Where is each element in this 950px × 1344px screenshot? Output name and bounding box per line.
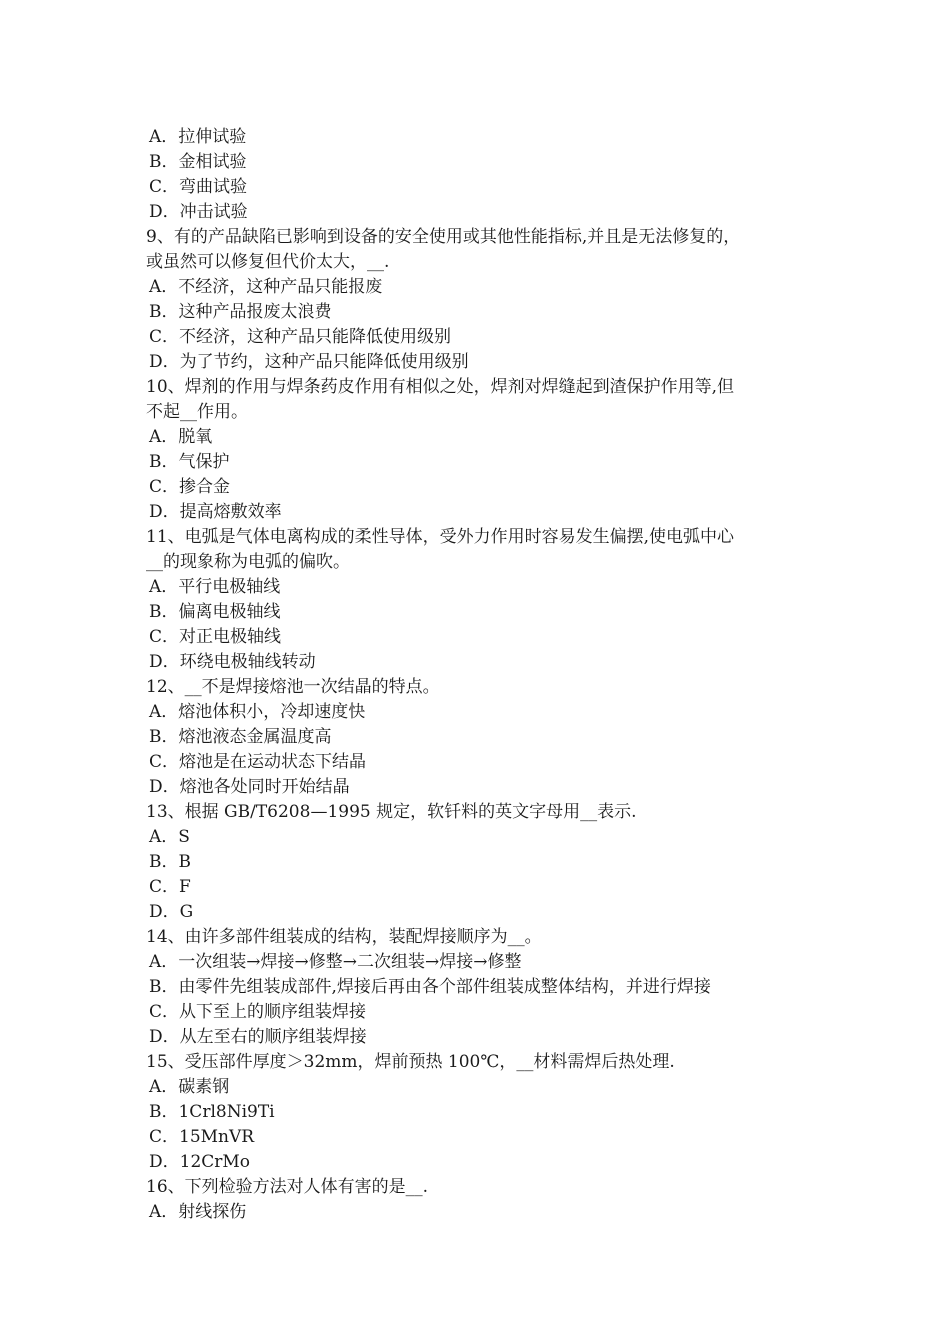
answer-option: A．一次组装→焊接→修整→二次组装→焊接→修整 (149, 952, 522, 972)
exam-question-list (146, 125, 826, 1225)
answer-option: B．由零件先组装成部件,焊接后再由各个部件组装成整体结构，并进行焊接 (149, 977, 711, 997)
answer-option: B．这种产品报废太浪费 (149, 302, 332, 322)
answer-option: C．不经济，这种产品只能降低使用级别 (149, 327, 452, 347)
answer-option: B．金相试验 (149, 152, 247, 172)
answer-option: A．射线探伤 (149, 1202, 247, 1222)
answer-option: B．气保护 (149, 452, 230, 472)
answer-option: A．碳素钢 (149, 1077, 230, 1097)
question-text: 11、电弧是气体电离构成的柔性导体，受外力作用时容易发生偏摆,使电弧中心 (146, 527, 735, 547)
question-text: 12、__不是焊接熔池一次结晶的特点。 (146, 677, 440, 697)
question-text: 16、下列检验方法对人体有害的是__. (146, 1177, 429, 1197)
question-text: 不起__作用。 (146, 402, 248, 422)
answer-option: D．12CrMo (149, 1152, 251, 1172)
question-text: 9、有的产品缺陷已影响到设备的安全使用或其他性能指标,并且是无法修复的， (146, 227, 741, 247)
question-text: 14、由许多部件组装成的结构，装配焊接顺序为__。 (146, 927, 542, 947)
answer-option: C．掺合金 (149, 477, 231, 497)
answer-option: B．1Crl8Ni9Ti (149, 1102, 275, 1122)
question-text: __的现象称为电弧的偏吹。 (146, 552, 350, 572)
answer-option: C．从下至上的顺序组装焊接 (149, 1002, 367, 1022)
answer-option: D．从左至右的顺序组装焊接 (149, 1027, 367, 1047)
answer-option: A．脱氧 (149, 427, 213, 447)
answer-option: A．拉伸试验 (149, 127, 247, 147)
answer-option: B．熔池液态金属温度高 (149, 727, 332, 747)
question-text: 10、焊剂的作用与焊条药皮作用有相似之处，焊剂对焊缝起到渣保护作用等,但 (146, 377, 735, 397)
answer-option: C．F (149, 877, 191, 897)
answer-option: A．不经济，这种产品只能报废 (149, 277, 383, 297)
answer-option: D．为了节约，这种产品只能降低使用级别 (149, 352, 469, 372)
answer-option: A．熔池体积小，冷却速度快 (149, 702, 366, 722)
question-text: 13、根据 GB/T6208—1995 规定，软钎料的英文字母用__表示. (146, 802, 637, 822)
answer-option: A．S (149, 827, 190, 847)
question-text: 15、受压部件厚度＞32mm，焊前预热 100℃，__材料需焊后热处理. (146, 1052, 675, 1072)
answer-option: C．弯曲试验 (149, 177, 248, 197)
answer-option: A．平行电极轴线 (149, 577, 281, 597)
answer-option: B．B (149, 852, 191, 872)
answer-option: D．G (149, 902, 194, 922)
answer-option: B．偏离电极轴线 (149, 602, 281, 622)
answer-option: D．提高熔敷效率 (149, 502, 282, 522)
answer-option: C．对正电极轴线 (149, 627, 282, 647)
question-text: 或虽然可以修复但代价太大，__. (146, 252, 390, 272)
answer-option: C．15MnVR (149, 1127, 255, 1147)
answer-option: D．熔池各处同时开始结晶 (149, 777, 350, 797)
answer-option: D．冲击试验 (149, 202, 248, 222)
answer-option: C．熔池是在运动状态下结晶 (149, 752, 367, 772)
answer-option: D．环绕电极轴线转动 (149, 652, 316, 672)
